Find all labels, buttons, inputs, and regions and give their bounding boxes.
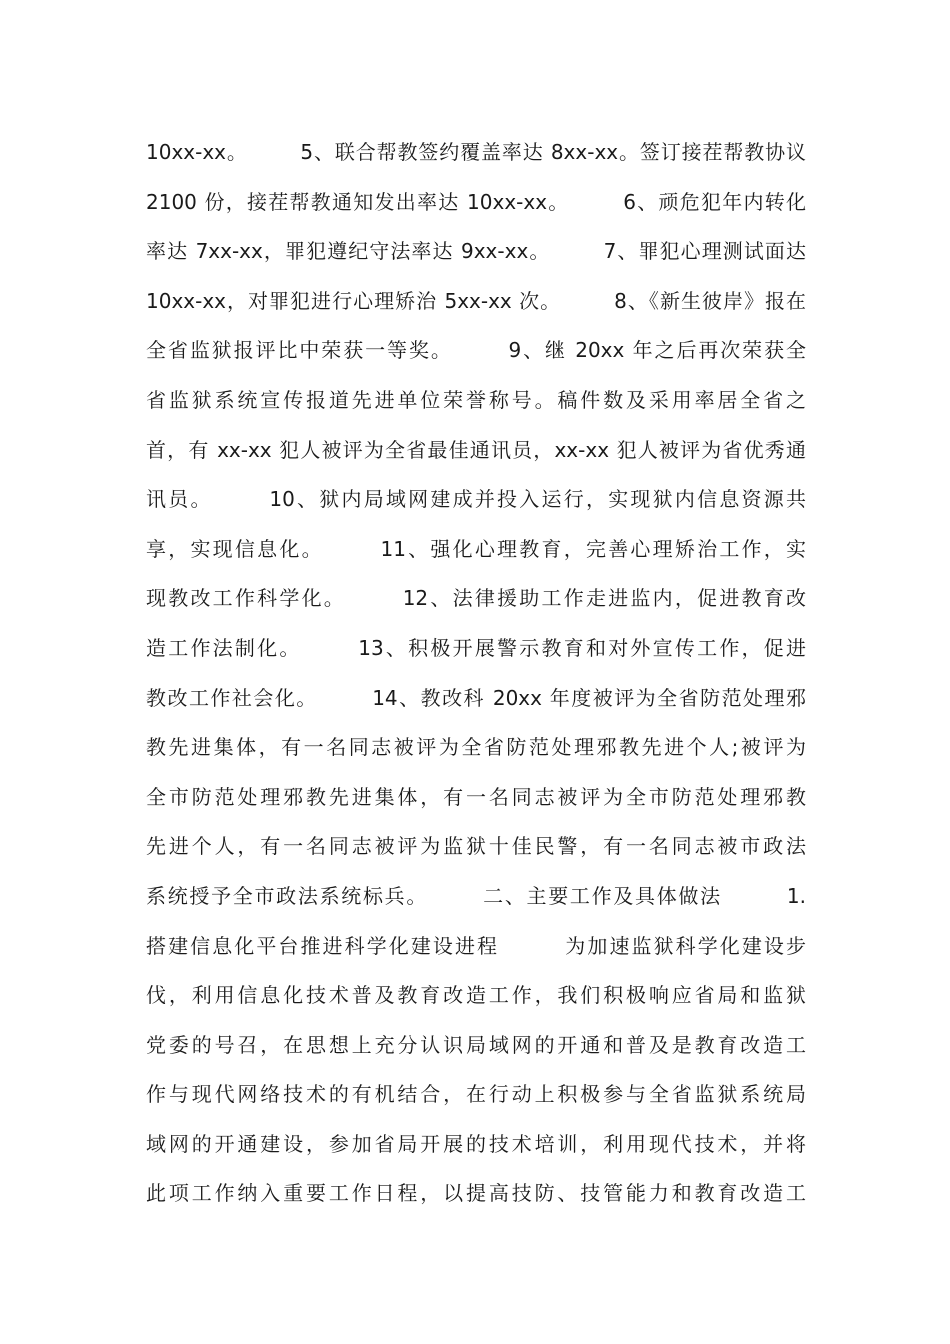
text-line: 全市防范处理邪教先进集体，有一名同志被评为全市防范处理邪教 [146, 784, 806, 809]
text-line: 作与现代网络技术的有机结合，在行动上积极参与全省监狱系统局 [146, 1082, 806, 1107]
text-line: 省监狱系统宣传报道先进单位荣誉称号。稿件数及采用率居全省之 [146, 387, 806, 412]
text-line: 系统授予全市政法系统标兵。 二、主要工作及具体做法 1. [146, 883, 806, 908]
text-line: 域网的开通建设，参加省局开展的技术培训，利用现代技术，并将 [146, 1131, 806, 1156]
text-line: 讯员。 10、狱内局域网建成并投入运行，实现狱内信息资源共 [146, 487, 806, 512]
body-text [146, 128, 806, 1219]
text-line: 先进个人，有一名同志被评为监狱十佳民警，有一名同志被市政法 [146, 834, 806, 859]
text-line: 2100 份，接茬帮教通知发出率达 10xx-xx。 6、顽危犯年内转化 [146, 189, 806, 214]
text-line: 教先进集体，有一名同志被评为全省防范处理邪教先进个人;被评为 [146, 735, 806, 760]
text-line: 10xx-xx，对罪犯进行心理矫治 5xx-xx 次。 8、《新生彼岸》报在 [146, 288, 806, 313]
text-line: 伐，利用信息化技术普及教育改造工作，我们积极响应省局和监狱 [146, 983, 806, 1008]
text-line: 首，有 xx-xx 犯人被评为全省最佳通讯员，xx-xx 犯人被评为省优秀通 [146, 437, 806, 462]
text-line: 全省监狱报评比中荣获一等奖。 9、继 20xx 年之后再次荣获全 [146, 338, 806, 363]
text-line: 党委的号召，在思想上充分认识局域网的开通和普及是教育改造工 [146, 1032, 806, 1057]
text-line: 此项工作纳入重要工作日程，以提高技防、技管能力和教育改造工 [146, 1181, 806, 1206]
text-line: 造工作法制化。 13、积极开展警示教育和对外宣传工作，促进 [146, 635, 806, 660]
text-line: 现教改工作科学化。 12、法律援助工作走进监内，促进教育改 [146, 586, 806, 611]
text-line: 率达 7xx-xx，罪犯遵纪守法率达 9xx-xx。 7、罪犯心理测试面达 [146, 239, 806, 264]
text-line: 教改工作社会化。 14、教改科 20xx 年度被评为全省防范处理邪 [146, 685, 806, 710]
text-line: 10xx-xx。 5、联合帮教签约覆盖率达 8xx-xx。签订接茬帮教协议 [146, 140, 806, 164]
text-line: 享，实现信息化。 11、强化心理教育，完善心理矫治工作，实 [146, 536, 806, 561]
text-line: 搭建信息化平台推进科学化建设进程 为加速监狱科学化建设步 [146, 933, 806, 958]
